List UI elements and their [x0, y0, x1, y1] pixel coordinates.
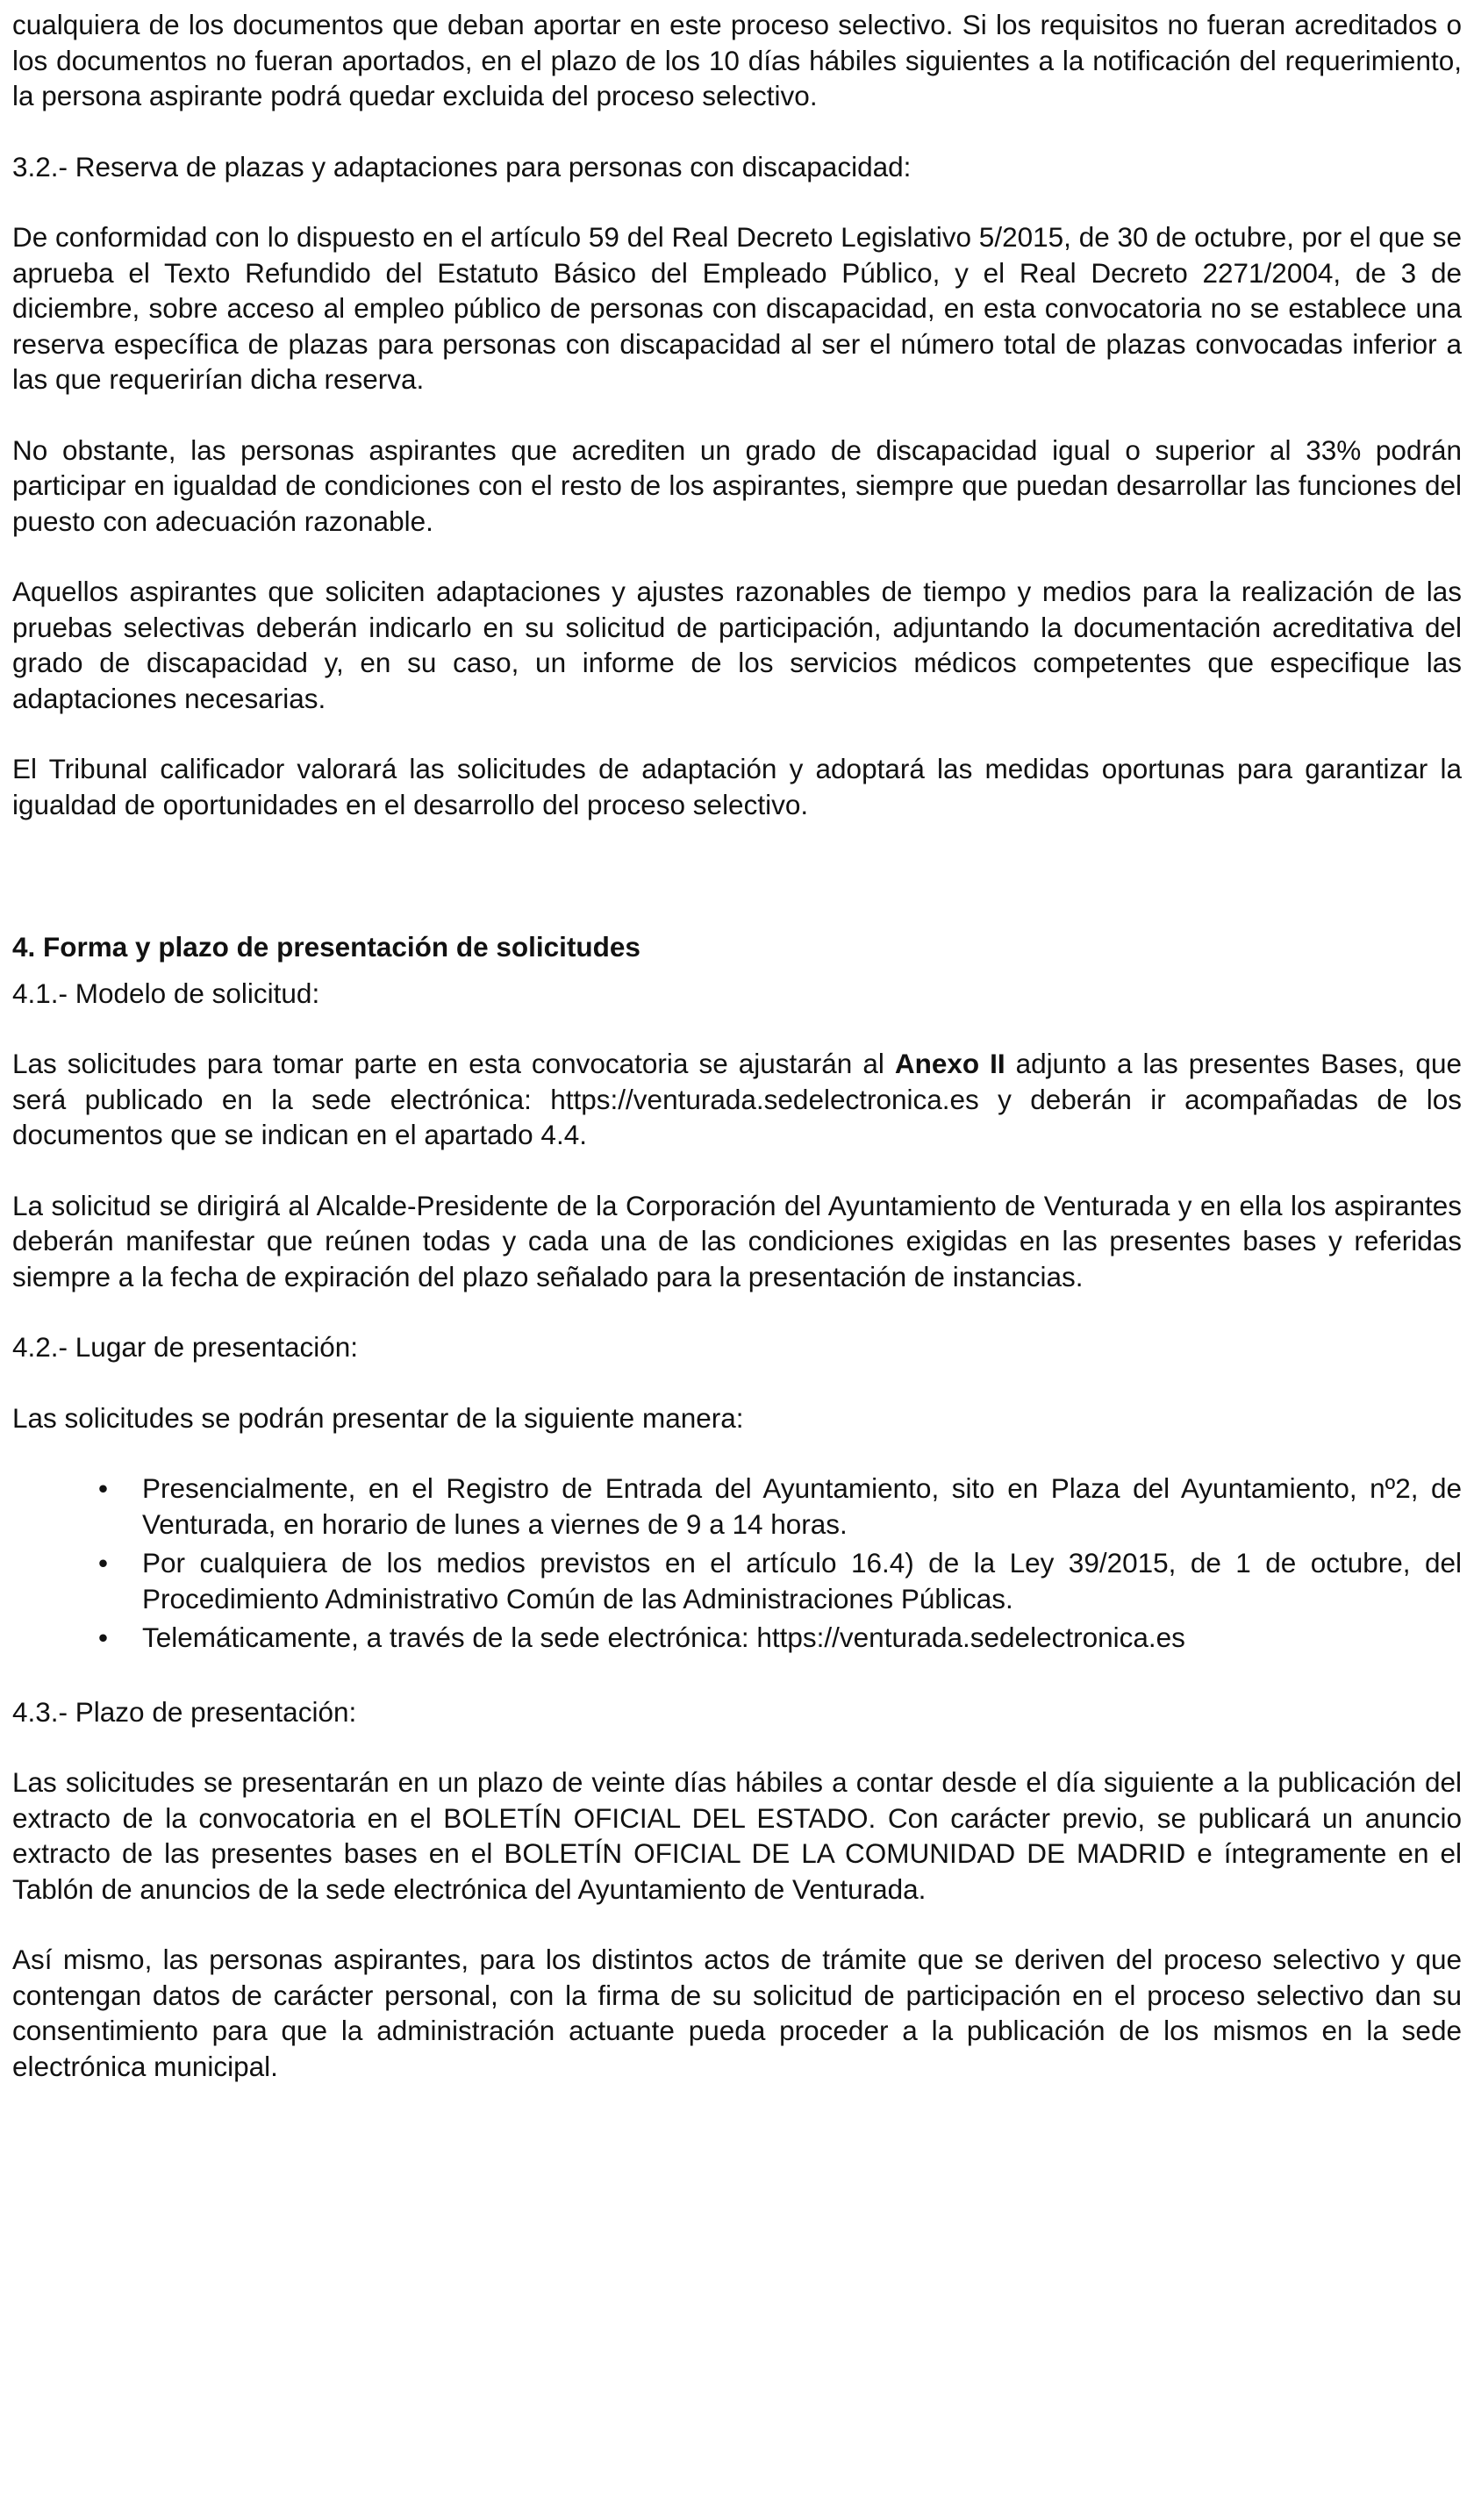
subheading-3-2: 3.2.- Reserva de plazas y adaptaciones para personas con discapacidad:	[12, 150, 912, 183]
bullet-icon: •	[98, 1472, 109, 1504]
presentation-methods-list	[12, 1471, 1462, 1656]
paragraph-3-2-adaptations: Aquellos aspirantes que soliciten adaptaciones y ajustes razonables de tiempo y medios para la realización de las pruebas selectivas deberán indicarlo en su solicitud de participación, adjuntando la documentación acreditativa del grado de discapacidad y, en su caso, un informe de los servicios médicos competentes que especifique las adaptaciones necesarias.	[12, 576, 1462, 714]
paragraph-4-2-intro: Las solicitudes se podrán presentar de la siguiente manera:	[12, 1401, 744, 1434]
paragraph-4-3-deadline: Las solicitudes se presentarán en un plazo de veinte días hábiles a contar desde el día siguiente a la publicación del extracto de la convocatoria en el BOLETÍN OFICIAL DEL ESTADO. Con carácter previo, se publicará un anuncio extracto de las presentes bases en el BOLETÍN OFICIAL DE LA COMUNIDAD DE MADRID e íntegramente en el Tablón de anuncios de la sede electrónica del Ayuntamiento de Venturada.	[12, 1766, 1462, 1905]
paragraph-4-1-text-start: Las solicitudes para tomar parte en esta convocatoria se ajustarán al	[12, 1048, 895, 1079]
subheading-4-2: 4.2.- Lugar de presentación:	[12, 1331, 359, 1363]
document-page	[12, 7, 1462, 2084]
list-item-text: Presencialmente, en el Registro de Entrada del Ayuntamiento, sito en Plaza del Ayuntamiento, nº2, de Venturada, en horario de lunes a viernes de 9 a 14 horas.	[142, 1472, 1462, 1540]
subheading-4-1: 4.1.- Modelo de solicitud:	[12, 977, 320, 1009]
intro-paragraph: cualquiera de los documentos que deban aportar en este proceso selectivo. Si los requisitos no fueran acreditados o los documentos no fueran aportados, en el plazo de los 10 días hábiles siguientes a la notificación del requerimiento, la persona aspirante podrá quedar excluida del proceso selectivo.	[12, 9, 1462, 111]
paragraph-3-2-tribunal: El Tribunal calificador valorará las solicitudes de adaptación y adoptará las medidas oportunas para garantizar la igualdad de oportunidades en el desarrollo del proceso selectivo.	[12, 753, 1462, 820]
spacer	[12, 1659, 1462, 1694]
bullet-icon: •	[98, 1622, 109, 1653]
spacer	[12, 184, 1462, 219]
section-4-heading: 4. Forma y plazo de presentación de solicitudes	[12, 931, 640, 963]
spacer	[12, 965, 1462, 976]
spacer	[12, 1011, 1462, 1046]
spacer	[12, 1294, 1462, 1329]
spacer	[12, 822, 1462, 929]
bullet-icon: •	[98, 1547, 109, 1579]
list-item	[12, 1620, 1462, 1656]
list-item	[12, 1471, 1462, 1542]
spacer	[12, 716, 1462, 751]
list-item-text: Por cualquiera de los medios previstos en el artículo 16.4) de la Ley 39/2015, de 1 de octubre, del Procedimiento Administrativo Común de las Administraciones Públicas.	[142, 1547, 1462, 1614]
spacer	[12, 1435, 1462, 1471]
spacer	[12, 1907, 1462, 1942]
spacer	[12, 114, 1462, 149]
paragraph-3-2-disability-grade: No obstante, las personas aspirantes que acrediten un grado de discapacidad igual o superior al 33% podrán participar en igualdad de condiciones con el resto de los aspirantes, siempre que puedan desarrollar las funciones del puesto con adecuación razonable.	[12, 433, 1462, 537]
paragraph-4-3-consent: Así mismo, las personas aspirantes, para los distintos actos de trámite que se deriven del proceso selectivo y que contengan datos de carácter personal, con la firma de su solicitud de participación en el proceso selectivo dan su consentimiento para que la administración actuante pueda proceder a la publicación de los mismos en la sede electrónica municipal.	[12, 1944, 1462, 2082]
spacer	[12, 1365, 1462, 1400]
spacer	[12, 1153, 1462, 1188]
anexo-ii-reference: Anexo II	[894, 1048, 1005, 1079]
subheading-4-3: 4.3.- Plazo de presentación:	[12, 1695, 357, 1728]
spacer	[12, 539, 1462, 574]
paragraph-4-1-text-end: adjunto a las presentes Bases, que será publicado en la sede electrónica: https://venturada.sedelectronica.es y deberán ir acompañadas de los documentos que se indican en el apartado 4.4.	[12, 1048, 1462, 1150]
list-item-text: Telemáticamente, a través de la sede electrónica: https://venturada.sedelectronica.es	[142, 1622, 1185, 1653]
paragraph-3-2-reserve: De conformidad con lo dispuesto en el artículo 59 del Real Decreto Legislativo 5/2015, de 30 de octubre, por el que se aprueba el Texto Refundido del Estatuto Básico del Empleado Público, y el Real Decreto 2271/2004, de 3 de diciembre, sobre acceso al empleo público de personas con discapacidad, en esta convocatoria no se establece una reserva específica de plazas para personas con discapacidad al ser el número total de plazas convocadas inferior a las que requerirían dicha reserva.	[12, 221, 1462, 395]
paragraph-4-1-model	[12, 1046, 1462, 1153]
spacer	[12, 397, 1462, 433]
list-item	[12, 1545, 1462, 1616]
paragraph-4-1-addressee: La solicitud se dirigirá al Alcalde-Presidente de la Corporación del Ayuntamiento de Venturada y en ella los aspirantes deberán manifestar que reúnen todas y cada una de las condiciones exigidas en las presentes bases y referidas siempre a la fecha de expiración del plazo señalado para la presentación de instancias.	[12, 1189, 1462, 1292]
spacer	[12, 1729, 1462, 1765]
